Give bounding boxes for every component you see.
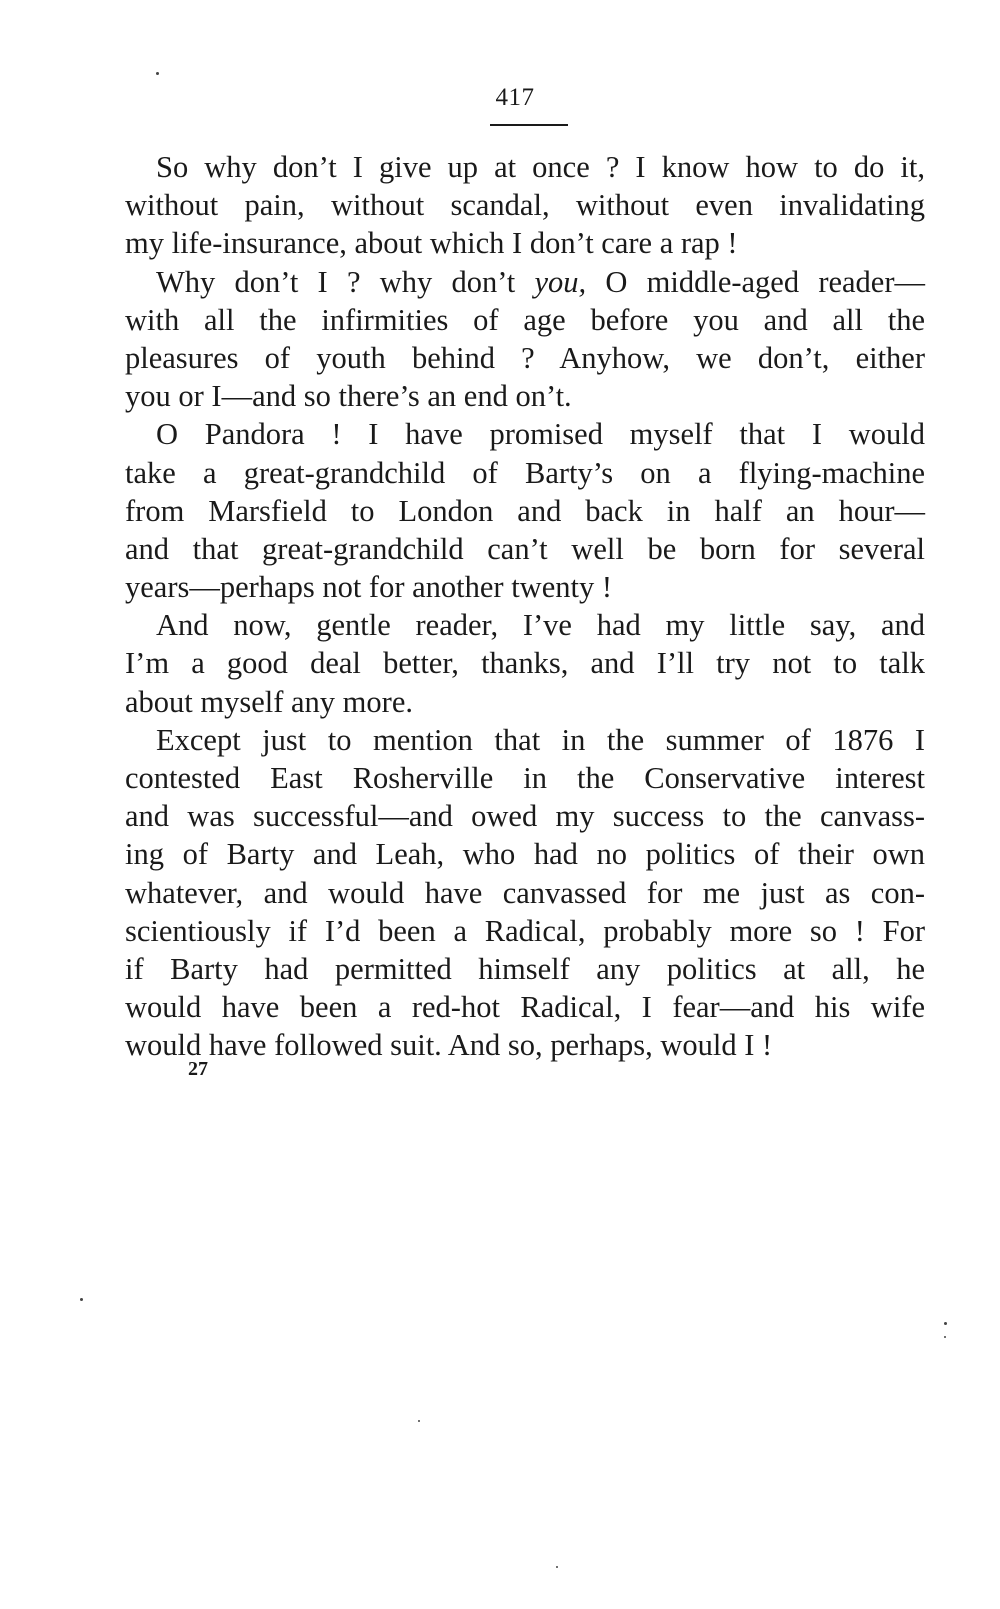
text-line: without pain, without scandal, without even invalidating [125,188,925,223]
text-run: Why don’t I ? why don’t [156,264,535,299]
paragraph-1 [125,148,925,263]
emphasis-text: you, [534,264,587,299]
text-line [125,263,925,301]
text-line: my life-insurance, about which I don’t care a rap ! [125,226,738,261]
text-line: with all the infirmities of age before you and all the [125,302,925,337]
paragraph-3 [125,415,925,606]
header-rule [490,124,568,126]
text-line: and was successful—and owed my success to the canvass- [125,799,925,834]
text-line: whatever, and would have canvassed for me just as con- [125,875,925,910]
text-line: contested East Rosherville in the Conservative interest [125,761,925,795]
paragraph-4 [125,606,925,721]
text-line: I’m a good deal better, thanks, and I’ll try not to talk [125,646,925,681]
scan-speck [556,1566,558,1568]
scan-speck [80,1298,83,1301]
signature-mark: 27 [188,1058,208,1080]
page-number: 417 [495,84,535,111]
text-line: And now, gentle reader, I’ve had my little say, and [156,608,925,643]
text-line: ing of Barty and Leah, who had no politics of their own [125,837,925,872]
scan-speck [156,72,159,75]
text-line: from Marsfield to London and back in half an hour— [125,493,925,528]
paragraph-5 [125,721,925,1065]
text-line: would have been a red-hot Radical, I fear—and his wife [125,990,925,1025]
text-line: if Barty had permitted himself any politics at all, he [125,951,925,986]
text-line: O Pandora ! I have promised myself that I would [156,417,925,452]
text-line: take a great-grandchild of Barty’s on a flying-machine [125,455,925,490]
text-line: pleasures of youth behind ? Anyhow, we don’t, either [125,340,925,375]
scan-speck [944,1322,947,1325]
text-run: O middle-aged reader— [586,264,925,299]
body-text [125,148,925,1065]
text-line: So why don’t I give up at once ? I know how to do it, [156,150,925,184]
paragraph-2 [125,263,925,416]
text-line: and that great-grandchild can’t well be born for several [125,531,925,566]
text-line: Except just to mention that in the summer of 1876 I [156,722,925,757]
text-line: about myself any more. [125,684,413,719]
scan-speck [944,1336,946,1338]
text-line: you or I—and so there’s an end on’t. [125,379,572,414]
scan-speck [418,1420,420,1422]
text-line: years—perhaps not for another twenty ! [125,570,612,605]
text-line: scientiously if I’d been a Radical, probably more so ! For [125,913,925,948]
text-line: would have followed suit. And so, perhaps, would I ! [125,1028,773,1063]
